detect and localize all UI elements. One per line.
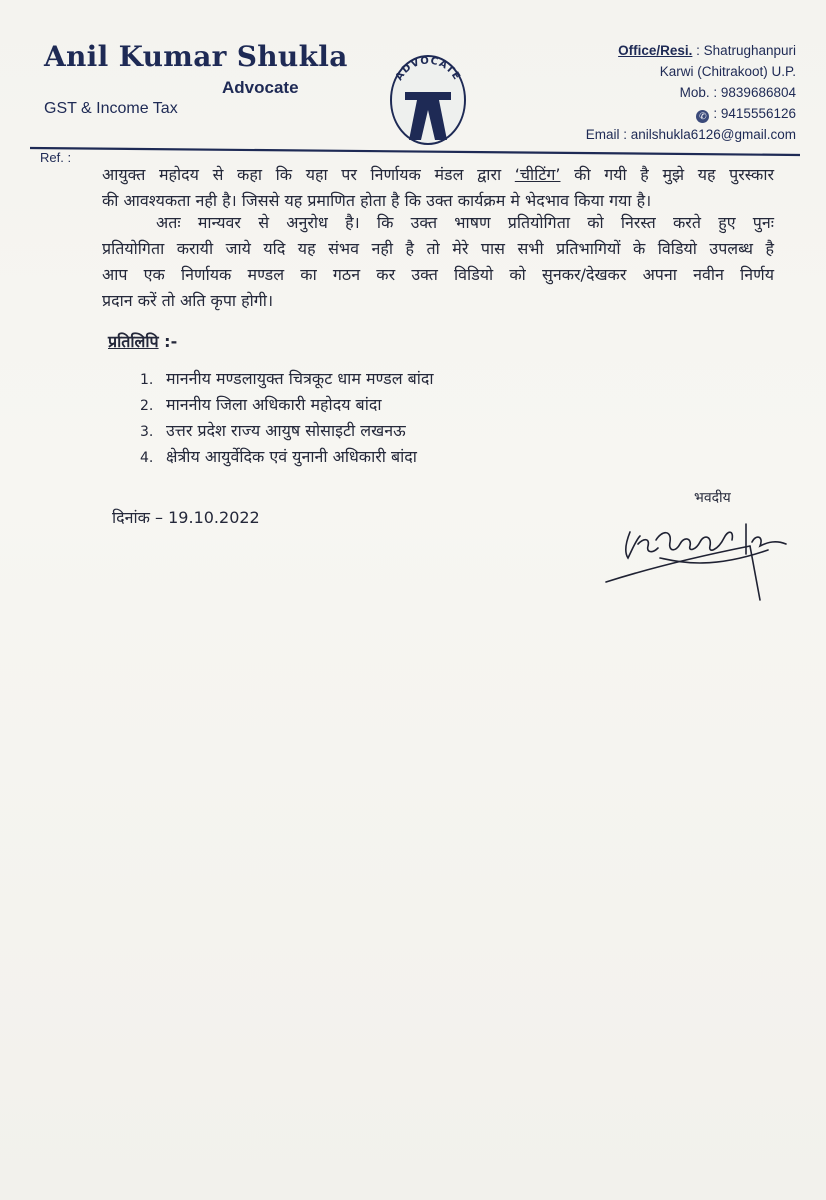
copy-to-list xyxy=(140,366,434,470)
list-item-text: माननीय जिला अधिकारी महोदय बांदा xyxy=(166,395,382,414)
list-item xyxy=(140,418,434,444)
highlighted-word: ‘चीटिंग’ xyxy=(514,165,561,184)
list-item-text: माननीय मण्डलायुक्त चित्रकूट धाम मण्डल बांदा xyxy=(166,369,434,388)
office-address-1: : Shatrughanpuri xyxy=(696,43,796,58)
letterhead-tagline: GST & Income Tax xyxy=(44,100,178,117)
paragraph-2-line-4: प्रदान करें तो अति कृपा होगी। xyxy=(102,291,274,310)
paragraph-1 xyxy=(102,162,774,214)
paragraph-1-line-1-start: आयुक्त महोदय से कहा कि यहा पर निर्णायक मंडल द्वारा xyxy=(102,165,502,184)
whatsapp-icon: ✆ xyxy=(696,110,709,123)
copy-to-suffix: :- xyxy=(164,332,178,351)
letter-date: दिनांक – 19.10.2022 xyxy=(112,508,260,527)
paragraph-2-line-1: अतः मान्यवर से अनुरोध है। कि उक्त भाषण प्रतियोगिता को निरस्त करते हुए पुनः xyxy=(156,213,774,232)
list-item xyxy=(140,444,434,470)
handwritten-signature xyxy=(600,500,800,610)
paragraph-2-line-3: आप एक निर्णायक मण्डल का गठन कर उक्त विडियो को सुनकर/देखकर अपना नवीन निर्णय xyxy=(102,265,774,284)
contact-block xyxy=(536,40,796,145)
ref-label: Ref. : xyxy=(40,150,72,165)
svg-text:ADVOCATE: ADVOCATE xyxy=(393,55,463,83)
whatsapp-line xyxy=(536,103,796,124)
office-address-line xyxy=(536,40,796,61)
letterhead-name: Anil Kumar Shukla xyxy=(44,40,348,73)
copy-to-label: प्रतिलिपि xyxy=(108,332,159,351)
paragraph-1-line-1 xyxy=(102,162,774,188)
paragraph-1-line-2: की आवश्यकता नही है। जिससे यह प्रमाणित होता है कि उक्त कार्यक्रम मे भेदभाव किया गया है। xyxy=(102,191,652,210)
office-address-2: Karwi (Chitrakoot) U.P. xyxy=(659,64,796,79)
signoff: भवदीय xyxy=(694,490,731,506)
paragraph-1-line-1-end: की गयी है मुझे यह पुरस्कार xyxy=(574,165,775,184)
list-item-text: उत्तर प्रदेश राज्य आयुष सोसाइटी लखनऊ xyxy=(166,421,406,440)
paragraph-2-line-2: प्रतियोगिता करायी जाये यदि यह संभव नही है तो मेरे पास सभी प्रतिभागियों के विडियो उपलब्ध है xyxy=(102,239,774,258)
advocate-logo xyxy=(387,42,469,146)
list-item-text: क्षेत्रीय आयुर्वेदिक एवं युनानी अधिकारी बांदा xyxy=(166,447,417,466)
letterhead-designation: Advocate xyxy=(222,78,299,97)
paragraph-2 xyxy=(102,210,774,314)
list-item-number: 2. xyxy=(140,398,154,414)
mobile-number: Mob. : 9839686804 xyxy=(679,85,796,100)
list-item-number: 3. xyxy=(140,424,154,440)
list-item xyxy=(140,392,434,418)
email-address: Email : anilshukla6126@gmail.com xyxy=(585,127,796,142)
whatsapp-number: : 9415556126 xyxy=(713,106,796,121)
list-item-number: 1. xyxy=(140,372,154,388)
office-label: Office/Resi. xyxy=(618,43,693,58)
list-item xyxy=(140,366,434,392)
list-item-number: 4. xyxy=(140,450,154,466)
copy-to-heading xyxy=(108,330,177,352)
